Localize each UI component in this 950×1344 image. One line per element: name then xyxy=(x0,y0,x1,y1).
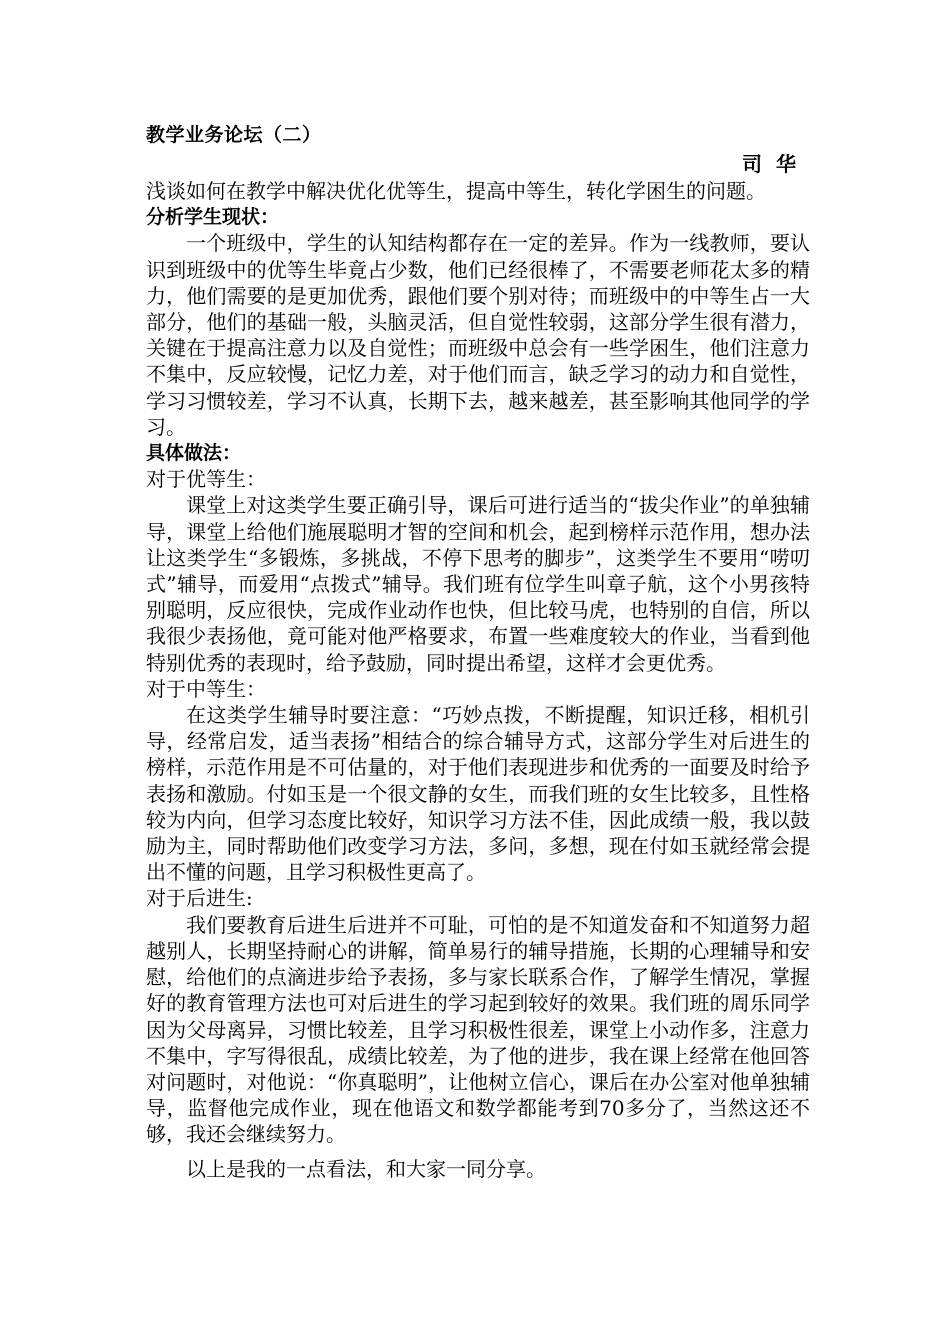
section-heading-methods: 具体做法： xyxy=(146,442,242,465)
struggling-students-label: 对于后进生: xyxy=(146,886,253,911)
closing-remark: 以上是我的一点看法，和大家一同分享。 xyxy=(186,1156,546,1181)
document-title: 教学业务论坛（二） xyxy=(146,124,322,146)
struggling-students-paragraph: 我们要教育后进生后进并不可耻，可怕的是不知道发奋和不知道努力超越别人，长期坚持耐心的讲解，简单易行的辅导措施，长期的心理辅导和安慰，给他们的点滴进步给予表扬，多与家长联系合作，了解学生情况，掌握好的教育管理方法也可对后进生的学习起到较好的效果。我们班的周乐同学因为父母离异，习惯比较差，且学习积极性很差，课堂上小动作多，注意力不集中，字写得很乱，成绩比较差，为了他的进步，我在课上经常在他回答对问题时，对他说：“你真聪明”，让他树立信心，课后在办公室对他单独辅导，监督他完成作业，现在他语文和数学都能考到70多分了，当然这还不够，我还会继续努力。 xyxy=(146,912,810,1147)
section-heading-analysis: 分析学生现状： xyxy=(146,206,280,229)
analysis-paragraph: 一个班级中，学生的认知结构都存在一定的差异。作为一线教师，要认识到班级中的优等生毕竟占少数，他们已经很棒了，不需要老师花太多的精力，他们需要的是更加优秀，跟他们要个别对待；而班级中的中等生占一大部分，他们的基础一般，头脑灵活，但自觉性较弱，这部分学生很有潜力，关键在于提高注意力以及自觉性；而班级中总会有一些学困生，他们注意力不集中，反应较慢，记忆力差，对于他们而言，缺乏学习的动力和自觉性，学习习惯较差，学习不认真，长期下去，越来越差，甚至影响其他同学的学习。 xyxy=(146,231,810,439)
middle-students-paragraph: 在这类学生辅导时要注意：“巧妙点拨，不断提醒，知识迁移，相机引导，经常启发，适当表扬”相结合的综合辅导方式，这部分学生对后进生的榜样，示范作用是不可估量的，对于他们表现进步和优秀的一面要及时给予表扬和激励。付如玉是一个很文静的女生，而我们班的女生比较多，且性格较为内向，但学习态度比较好，知识学习方法不佳，因此成绩一般，我以鼓励为主，同时帮助他们改变学习方法，多问，多想，现在付如玉就经常会提出不懂的问题，且学习积极性更高了。 xyxy=(146,703,810,885)
document-body xyxy=(146,120,810,1182)
middle-students-label: 对于中等生： xyxy=(146,676,266,701)
document-subtitle: 浅谈如何在教学中解决优化优等生，提高中等生，转化学困生的问题。 xyxy=(146,179,766,203)
top-students-paragraph: 课堂上对这类学生要正确引导，课后可进行适当的“拔尖作业”的单独辅导，课堂上给他们施展聪明才智的空间和机会，起到榜样示范作用，想办法让这类学生“多锻炼，多挑战，不停下思考的脚步”，这类学生不要用“唠叨式”辅导，而爱用“点拨式”辅导。我们班有位学生叫章子航，这个小男孩特别聪明，反应很快，完成作业动作也快，但比较马虎，也特别的自信，所以我很少表扬他，竟可能对他严格要求，布置一些难度较大的作业，当看到他特别优秀的表现时，给予鼓励，同时提出希望，这样才会更优秀。 xyxy=(146,493,810,675)
top-students-label: 对于优等生： xyxy=(146,467,266,492)
author-name: 司华 xyxy=(742,152,810,176)
